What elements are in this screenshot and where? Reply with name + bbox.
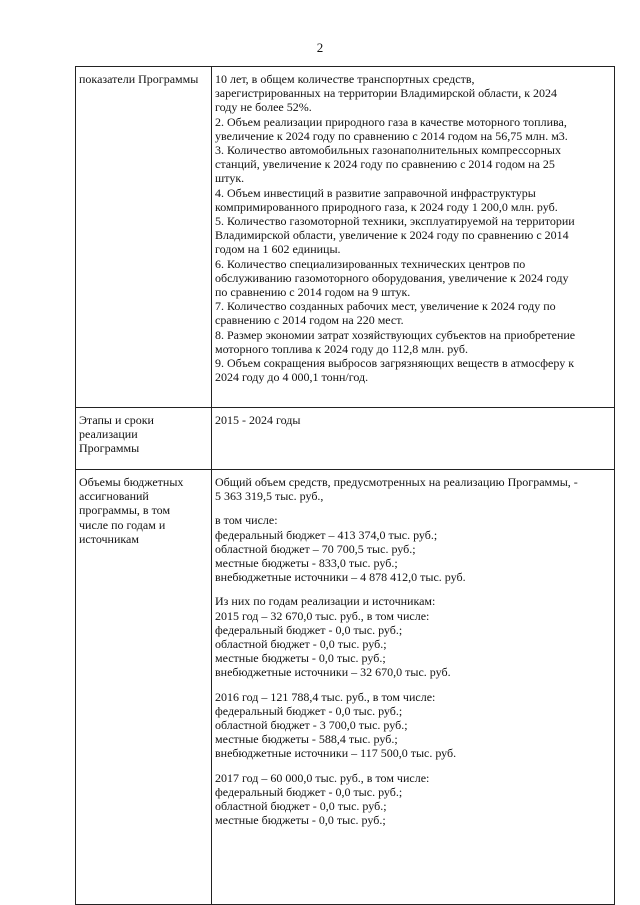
- table-row-budget: [76, 470, 615, 905]
- label-line: Программы: [79, 441, 140, 456]
- year-line: федеральный бюджет - 0,0 тыс. руб.;: [215, 703, 403, 718]
- value-line: сравнению с 2014 годом на 220 мест.: [215, 313, 404, 328]
- value-line: 2024 году до 4 000,1 тонн/год.: [215, 370, 369, 385]
- value-cell-stages: [212, 408, 615, 470]
- budget-source-line: местные бюджеты - 833,0 тыс. руб.;: [215, 556, 398, 571]
- program-passport-table: [75, 66, 615, 905]
- value-line: зарегистрированных на территории Владимирской области, к 2024: [215, 86, 558, 101]
- value-line: 2. Объем реализации природного газа в качестве моторного топлива,: [215, 114, 567, 129]
- label-cell-stages: [76, 408, 212, 470]
- year-line: федеральный бюджет - 0,0 тыс. руб.;: [215, 784, 403, 799]
- year-block-2017: [215, 771, 612, 828]
- year-line: местные бюджеты - 588,4 тыс. руб.;: [215, 732, 398, 747]
- year-line: местные бюджеты - 0,0 тыс. руб.;: [215, 651, 386, 666]
- label-line: реализации: [79, 427, 138, 442]
- year-line: 2015 год – 32 670,0 тыс. руб., в том числе:: [215, 608, 430, 623]
- table-row-indicators: [76, 67, 615, 408]
- value-line: по сравнению с 2014 годом на 9 штук.: [215, 285, 411, 300]
- label-line: источникам: [79, 531, 139, 546]
- value-line: 5. Количество газомоторной техники, эксплуатируемой на территории: [215, 214, 575, 229]
- value-line: 3. Количество автомобильных газонаполнительных компрессорных: [215, 143, 561, 158]
- value-line: годом на 1 602 единицы.: [215, 242, 341, 257]
- value-line: 9. Объем сокращения выбросов загрязняющих веществ в атмосферу к: [215, 356, 575, 371]
- year-line: внебюджетные источники – 117 500,0 тыс. руб.: [215, 746, 457, 761]
- budget-total-line: Общий объем средств, предусмотренных на реализацию Программы, -: [215, 475, 578, 489]
- label-line: Объемы бюджетных: [79, 475, 184, 489]
- value-line: году не более 52%.: [215, 100, 312, 115]
- value-line: 7. Количество созданных рабочих мест, увеличение к 2024 году по: [215, 299, 556, 314]
- years-intro: Из них по годам реализации и источникам:: [215, 594, 436, 609]
- year-line: 2017 год – 60 000,0 тыс. руб., в том числе:: [215, 770, 430, 785]
- year-line: 2016 год – 121 788,4 тыс. руб., в том числе:: [215, 689, 436, 704]
- label-cell-indicators: [76, 67, 212, 408]
- value-line: станций, увеличение к 2024 году по сравнению с 2014 годом на 25: [215, 157, 555, 172]
- year-line: областной бюджет - 3 700,0 тыс. руб.;: [215, 718, 408, 733]
- value-line: увеличение к 2024 году по сравнению с 2014 годом на 56,75 млн. м3.: [215, 128, 568, 143]
- budget-source-line: в том числе:: [215, 513, 278, 528]
- year-line: областной бюджет - 0,0 тыс. руб.;: [215, 799, 387, 814]
- value-line: штук.: [215, 171, 245, 186]
- page-number: 2: [316, 40, 324, 55]
- label-line: программы, в том: [79, 503, 171, 518]
- year-block-2015: [215, 609, 612, 680]
- year-line: областной бюджет - 0,0 тыс. руб.;: [215, 637, 387, 652]
- label-line: Этапы и сроки: [79, 413, 154, 427]
- label-line: числе по годам и: [79, 517, 166, 532]
- year-line: местные бюджеты - 0,0 тыс. руб.;: [215, 813, 386, 828]
- year-line: федеральный бюджет - 0,0 тыс. руб.;: [215, 622, 403, 637]
- value-line: 6. Количество специализированных технических центров по: [215, 256, 526, 271]
- value-line: 2015 - 2024 годы: [215, 413, 301, 427]
- budget-source-line: федеральный бюджет – 413 374,0 тыс. руб.;: [215, 527, 438, 542]
- label-line: показатели Программы: [79, 72, 199, 86]
- table-row-stages: [76, 408, 615, 470]
- budget-source-line: внебюджетные источники – 4 878 412,0 тыс. руб.: [215, 570, 466, 585]
- year-block-2016: [215, 690, 612, 761]
- year-line: внебюджетные источники – 32 670,0 тыс. руб.: [215, 665, 451, 680]
- label-line: ассигнований: [79, 489, 149, 504]
- value-line: компримированного природного газа, к 2024 году 1 200,0 млн. руб.: [215, 199, 558, 214]
- value-cell-indicators: [212, 67, 615, 408]
- value-line: 8. Размер экономии затрат хозяйствующих субъектов на приобретение: [215, 327, 576, 342]
- value-line: обслуживанию газомоторного оборудования, увеличение к 2024 году: [215, 270, 569, 285]
- budget-total-line: 5 363 319,5 тыс. руб.,: [215, 489, 324, 504]
- budget-source-line: областной бюджет – 70 700,5 тыс. руб.;: [215, 541, 416, 556]
- value-line: 4. Объем инвестиций в развитие заправочной инфраструктуры: [215, 185, 536, 200]
- value-cell-budget: [212, 470, 615, 905]
- value-line: 10 лет, в общем количестве транспортных средств,: [215, 72, 475, 86]
- value-line: моторного топлива к 2024 году до 112,8 млн. руб.: [215, 341, 468, 356]
- label-cell-budget: [76, 470, 212, 905]
- value-line: Владимирской области, увеличение к 2024 году по сравнению с 2014: [215, 228, 569, 243]
